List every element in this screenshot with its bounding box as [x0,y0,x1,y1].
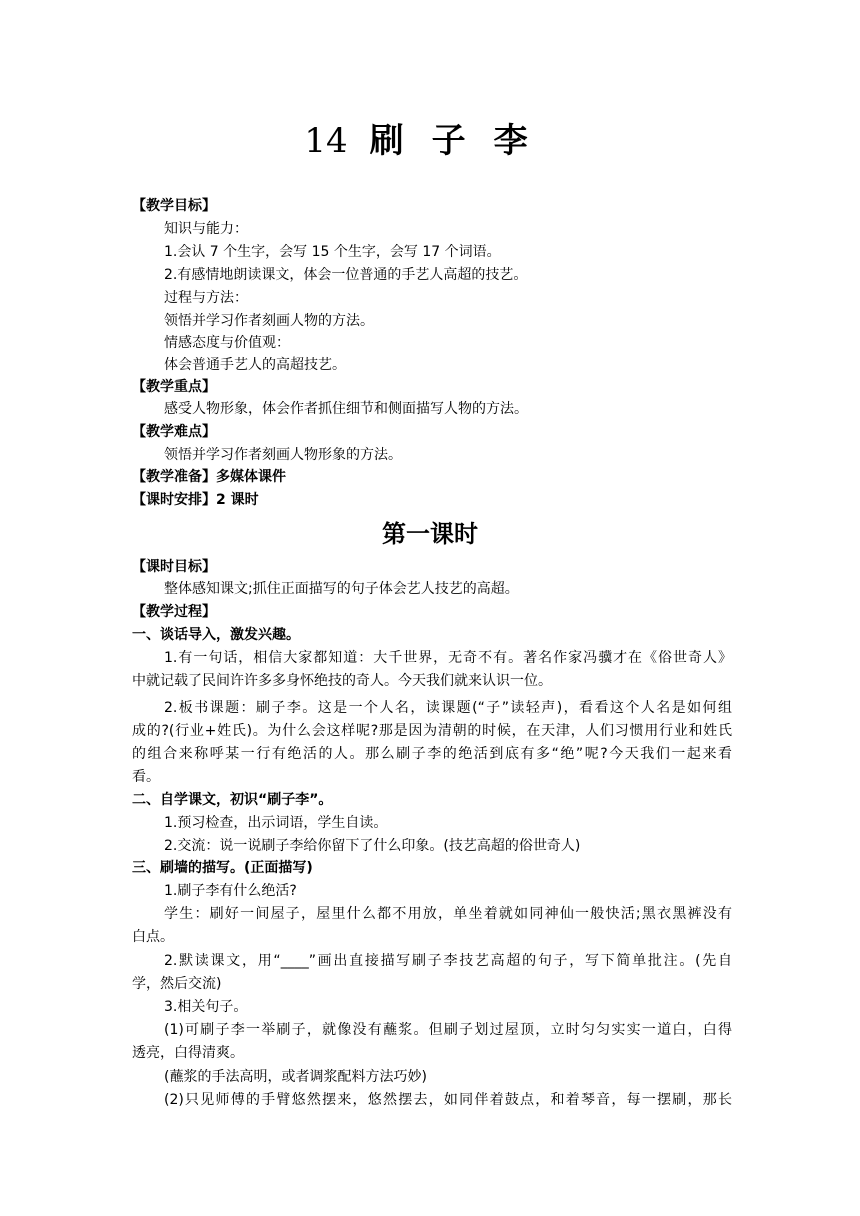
key-points-heading: 【教学重点】 [132,379,216,395]
paragraph-line: 中就记载了民间许许多多身怀绝技的奇人。今天我们就来认识一位。 [132,673,552,689]
paragraph-line: 1.有一句话，相信大家都知道：大千世界，无奇不有。著名作家冯骥才在《俗世奇人》 [164,650,732,666]
paragraph-line: 1.预习检查，出示词语，学生自读。 [164,815,388,831]
paragraph-line: 2.板书课题：刷子李。这是一个人名，读课题(“子”读轻声)，看看这个人名是如何组 [164,700,732,716]
attitude-label: 情感态度与价值观： [164,335,290,351]
paragraph-line: 学，然后交流) [132,976,222,992]
goals-heading: 【教学目标】 [132,198,216,214]
goal-2: 2.有感情地朗读课文，体会一位普通的手艺人高超的技艺。 [164,267,528,283]
paragraph-line: 白点。 [132,929,174,945]
lesson-title [0,116,860,166]
paragraph-line: 3.相关句子。 [164,999,248,1015]
section-heading: 第一课时 [382,520,478,548]
paragraph-line: (1)可刷子李一举刷子，就像没有蘸浆。但刷子划过屋顶，立时匀匀实实一道白，白得 [164,1022,732,1038]
paragraph-line: 成的?(行业+姓氏)。为什么会这样呢?那是因为清朝的时候，在天津，人们习惯用行业和姓氏 [132,723,732,739]
difficulty-text: 领悟并学习作者刻画人物形象的方法。 [164,447,402,463]
paragraph-line: 的组合来称呼某一行有绝活的人。那么刷子李的绝活到底有多“绝”呢?今天我们一起来看 [132,746,732,762]
process-method-label: 过程与方法： [164,290,248,306]
schedule: 【课时安排】2 课时 [132,492,259,508]
paragraph-line: 1.刷子李有什么绝活? [164,883,297,899]
difficulty-heading: 【教学难点】 [132,424,216,440]
step-2-heading: 二、自学课文，初识“刷子李”。 [132,792,333,808]
lesson-goal-text: 整体感知课文;抓住正面描写的句子体会艺人技艺的高超。 [164,581,519,597]
knowledge-ability-label: 知识与能力： [164,221,248,237]
key-points-text: 感受人物形象，体会作者抓住细节和侧面描写人物的方法。 [164,401,528,417]
goal-1: 1.会认 7 个生字，会写 15 个生字，会写 17 个词语。 [164,244,501,260]
paragraph-line: 学生：刷好一间屋子，屋里什么都不用放，单坐着就如同神仙一般快活;黑衣黑裤没有 [164,906,732,922]
paragraph-line: 2.默读课文，用“____”画出直接描写刷子李技艺高超的句子，写下简单批注。(先自 [164,953,732,969]
lesson-goal-heading: 【课时目标】 [132,559,216,575]
step-1-heading: 一、谈话导入，激发兴趣。 [132,627,300,643]
attitude-text: 体会普通手艺人的高超技艺。 [164,357,346,373]
lesson-name: 刷子李 [369,121,556,161]
process-heading: 【教学过程】 [132,604,216,620]
paragraph-line: (蘸浆的手法高明，或者调浆配料方法巧妙) [164,1069,427,1085]
paragraph-line: 透亮，白得清爽。 [132,1045,244,1061]
step-3-heading: 三、刷墙的描写。(正面描写) [132,860,313,876]
paragraph-line: 看。 [132,769,160,785]
preparation: 【教学准备】多媒体课件 [132,469,286,485]
paragraph-line: (2)只见师傅的手臂悠然摆来，悠然摆去，如同伴着鼓点，和着琴音，每一摆刷，那长 [164,1092,732,1108]
lesson-number: 14 [304,121,348,161]
process-method-text: 领悟并学习作者刻画人物的方法。 [164,313,374,329]
paragraph-line: 2.交流：说一说刷子李给你留下了什么印象。(技艺高超的俗世奇人) [164,838,581,854]
